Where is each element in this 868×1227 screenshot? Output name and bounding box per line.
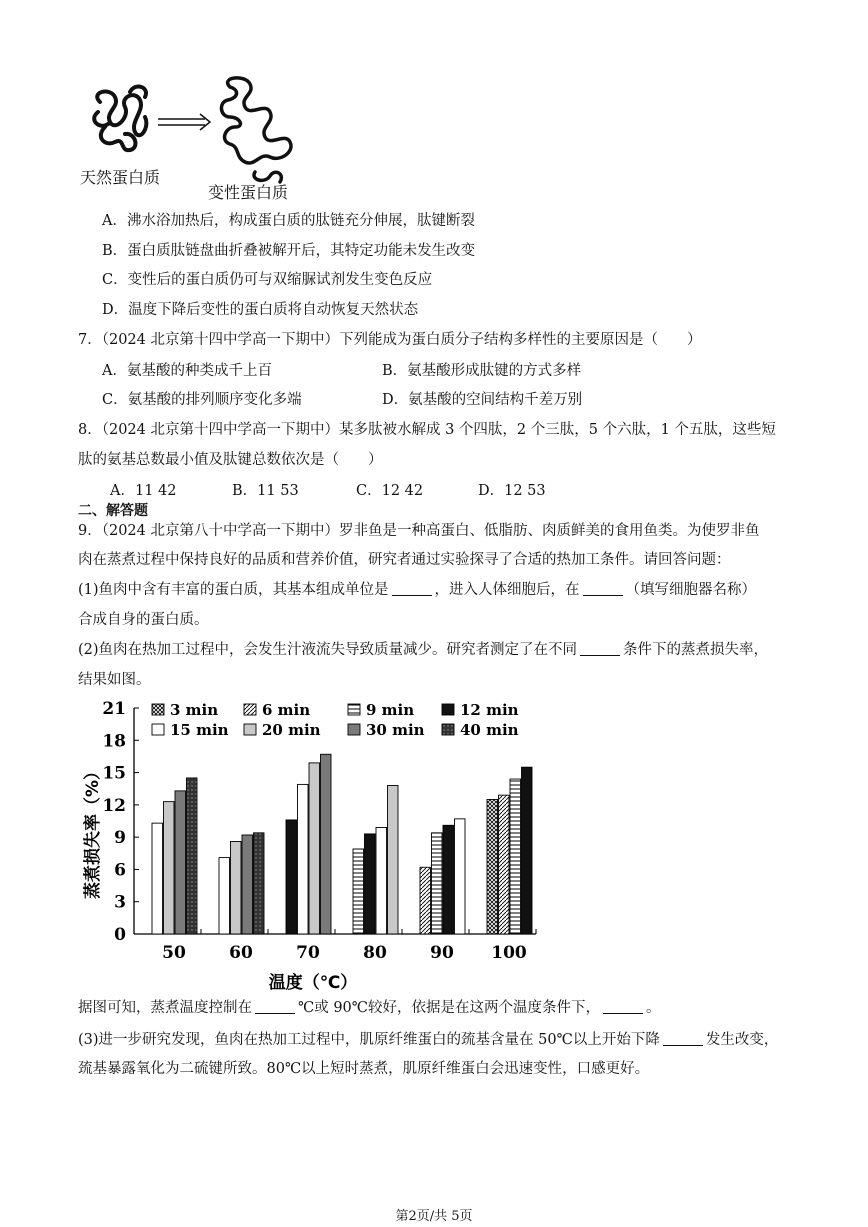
answer-blank[interactable] (255, 999, 295, 1014)
y-tick-label: 18 (102, 731, 126, 752)
bar (321, 754, 332, 934)
q6-option-a: A．沸水浴加热后，构成蛋白质的肽链充分伸展，肽键断裂 (102, 213, 475, 229)
y-axis-label: 蒸煮损失率（%） (83, 762, 103, 900)
q6-option-d: D．温度下降后变性的蛋白质将自动恢复天然状态 (102, 302, 419, 318)
bar (376, 827, 387, 934)
native-protein-shape (94, 87, 146, 151)
section-title: 二、解答题 (78, 503, 148, 519)
bar (242, 835, 253, 934)
q7-option-d: D．氨基酸的空间结构千差万别 (382, 392, 583, 408)
legend-label: 30 min (366, 721, 425, 739)
q9-part2-line2: 结果如图。 (78, 672, 151, 688)
answer-blank[interactable] (663, 1031, 703, 1046)
q9-part1-text-a: (1)鱼肉中含有丰富的蛋白质，其基本组成单位是 (78, 582, 389, 598)
x-tick-label: 70 (296, 943, 320, 963)
q8-option-b: B．11 53 (232, 483, 299, 499)
y-tick-label: 9 (114, 828, 126, 849)
steaming-loss-chart (78, 696, 548, 992)
q9-part3 (78, 1030, 778, 1050)
q9-part2-text-b: 条件下的蒸煮损失率， (623, 642, 769, 658)
legend-label: 9 min (366, 701, 415, 719)
x-tick-label: 90 (430, 943, 454, 963)
legend-swatch (244, 724, 256, 735)
q6-option-b: B．蛋白质肽链盘曲折叠被解开后，其特定功能未发生改变 (102, 243, 476, 259)
bar (388, 785, 399, 934)
page-footer: 第2页/共 5页 (395, 1209, 473, 1224)
bar (164, 802, 175, 934)
bar (152, 823, 163, 934)
legend-label: 20 min (262, 721, 321, 739)
q9-part1-text-b: ，进入人体细胞后，在 (434, 582, 580, 598)
q9-part3-line2: 巯基暴露氧化为二硫键所致。80℃以上短时蒸煮，肌原纤维蛋白会迅速变性，口感更好。 (78, 1061, 650, 1077)
q9-after-text-c: 。 (646, 1000, 661, 1016)
y-tick-label: 0 (114, 925, 126, 945)
bar (487, 799, 498, 934)
legend-swatch (442, 704, 454, 715)
q9-part3-text-a: (3)进一步研究发现，鱼肉在热加工过程中，肌原纤维蛋白的巯基含量在 50℃以上开始下降 (78, 1032, 660, 1048)
q9-part3-text-b: 发生改变， (705, 1032, 779, 1048)
bar (254, 833, 265, 934)
bar (298, 784, 309, 934)
x-axis-label: 温度（℃） (268, 973, 358, 992)
bar (522, 767, 533, 934)
bar (510, 779, 521, 934)
y-tick-label: 12 (102, 795, 126, 816)
legend-swatch (244, 704, 256, 715)
legend-label: 6 min (262, 701, 311, 719)
q9-after-chart (78, 998, 661, 1018)
y-tick-label: 6 (114, 860, 126, 881)
x-tick-label: 50 (162, 943, 186, 963)
q8-option-c: C．12 42 (356, 483, 424, 499)
legend-swatch (348, 724, 360, 735)
x-tick-label: 80 (363, 943, 387, 963)
q9-part2 (78, 640, 768, 660)
legend-swatch (348, 704, 360, 715)
q8-stem-line2: 肽的氨基总数最小值及肽键总数依次是（ ） (78, 452, 383, 468)
answer-blank[interactable] (603, 999, 643, 1014)
bar (231, 841, 242, 934)
bar (219, 858, 230, 934)
legend-label: 40 min (460, 721, 519, 739)
q9-part1-line2: 合成自身的蛋白质。 (78, 612, 209, 628)
q7-option-a: A．氨基酸的种类成千上百 (102, 363, 272, 379)
q9-line1: 9．（2024 北京第八十中学高一下期中）罗非鱼是一种高蛋白、低脂肪、肉质鲜美的食用鱼类。为使罗非鱼 (78, 523, 760, 539)
bar (187, 778, 198, 934)
denatured-protein-shape (221, 78, 291, 182)
protein-denaturation-diagram (80, 72, 310, 202)
q8-stem-line1: 8．（2024 北京第十四中学高一下期中）某多肽被水解成 3 个四肽，2 个三肽，5 个六肽，1 个五肽，这些短 (78, 422, 776, 438)
legend-swatch (152, 704, 164, 715)
bar (175, 791, 186, 934)
q9-part1-text-c: （填写细胞器名称） (625, 582, 757, 598)
legend-label: 12 min (460, 701, 519, 719)
arrow-head (200, 114, 210, 130)
answer-blank[interactable] (392, 581, 432, 596)
legend-label: 15 min (170, 721, 229, 739)
bar (499, 795, 510, 934)
q7-stem: 7．（2024 北京第十四中学高一下期中）下列能成为蛋白质分子结构多样性的主要原因是（ ） (78, 332, 702, 348)
y-tick-label: 21 (102, 699, 126, 719)
legend-swatch (152, 724, 164, 735)
x-tick-label: 60 (229, 943, 253, 963)
y-tick-label: 3 (114, 892, 126, 913)
q9-part1 (78, 580, 756, 600)
q7-option-b: B．氨基酸形成肽键的方式多样 (382, 363, 582, 379)
bar (455, 819, 466, 934)
native-protein-label: 天然蛋白质 (80, 168, 161, 187)
denatured-protein-label: 变性蛋白质 (208, 183, 289, 202)
q7-option-c: C．氨基酸的排列顺序变化多端 (102, 392, 302, 408)
bar (309, 763, 320, 934)
legend-swatch (442, 724, 454, 735)
q6-option-c: C．变性后的蛋白质仍可与双缩脲试剂发生变色反应 (102, 272, 433, 288)
answer-blank[interactable] (583, 581, 623, 596)
x-tick-label: 100 (491, 943, 527, 963)
bar (286, 820, 297, 934)
q9-part2-text-a: (2)鱼肉在热加工过程中，会发生汁液流失导致质量减少。研究者测定了在不同 (78, 642, 578, 658)
bar (353, 849, 364, 934)
q8-option-a: A．11 42 (110, 483, 177, 499)
bar (420, 867, 431, 934)
bar (443, 825, 454, 934)
bar (365, 834, 376, 934)
answer-blank[interactable] (580, 641, 620, 656)
q9-line2: 肉在蒸煮过程中保持良好的品质和营养价值，研究者通过实验探寻了合适的热加工条件。请回答问题： (78, 552, 731, 568)
q9-after-text-a: 据图可知，蒸煮温度控制在 (78, 1000, 252, 1016)
q8-option-d: D．12 53 (478, 483, 546, 499)
legend-label: 3 min (170, 701, 219, 719)
q9-after-text-b: ℃或 90℃较好，依据是在这两个温度条件下， (298, 1000, 600, 1016)
y-tick-label: 15 (102, 763, 126, 784)
bar (432, 833, 443, 934)
